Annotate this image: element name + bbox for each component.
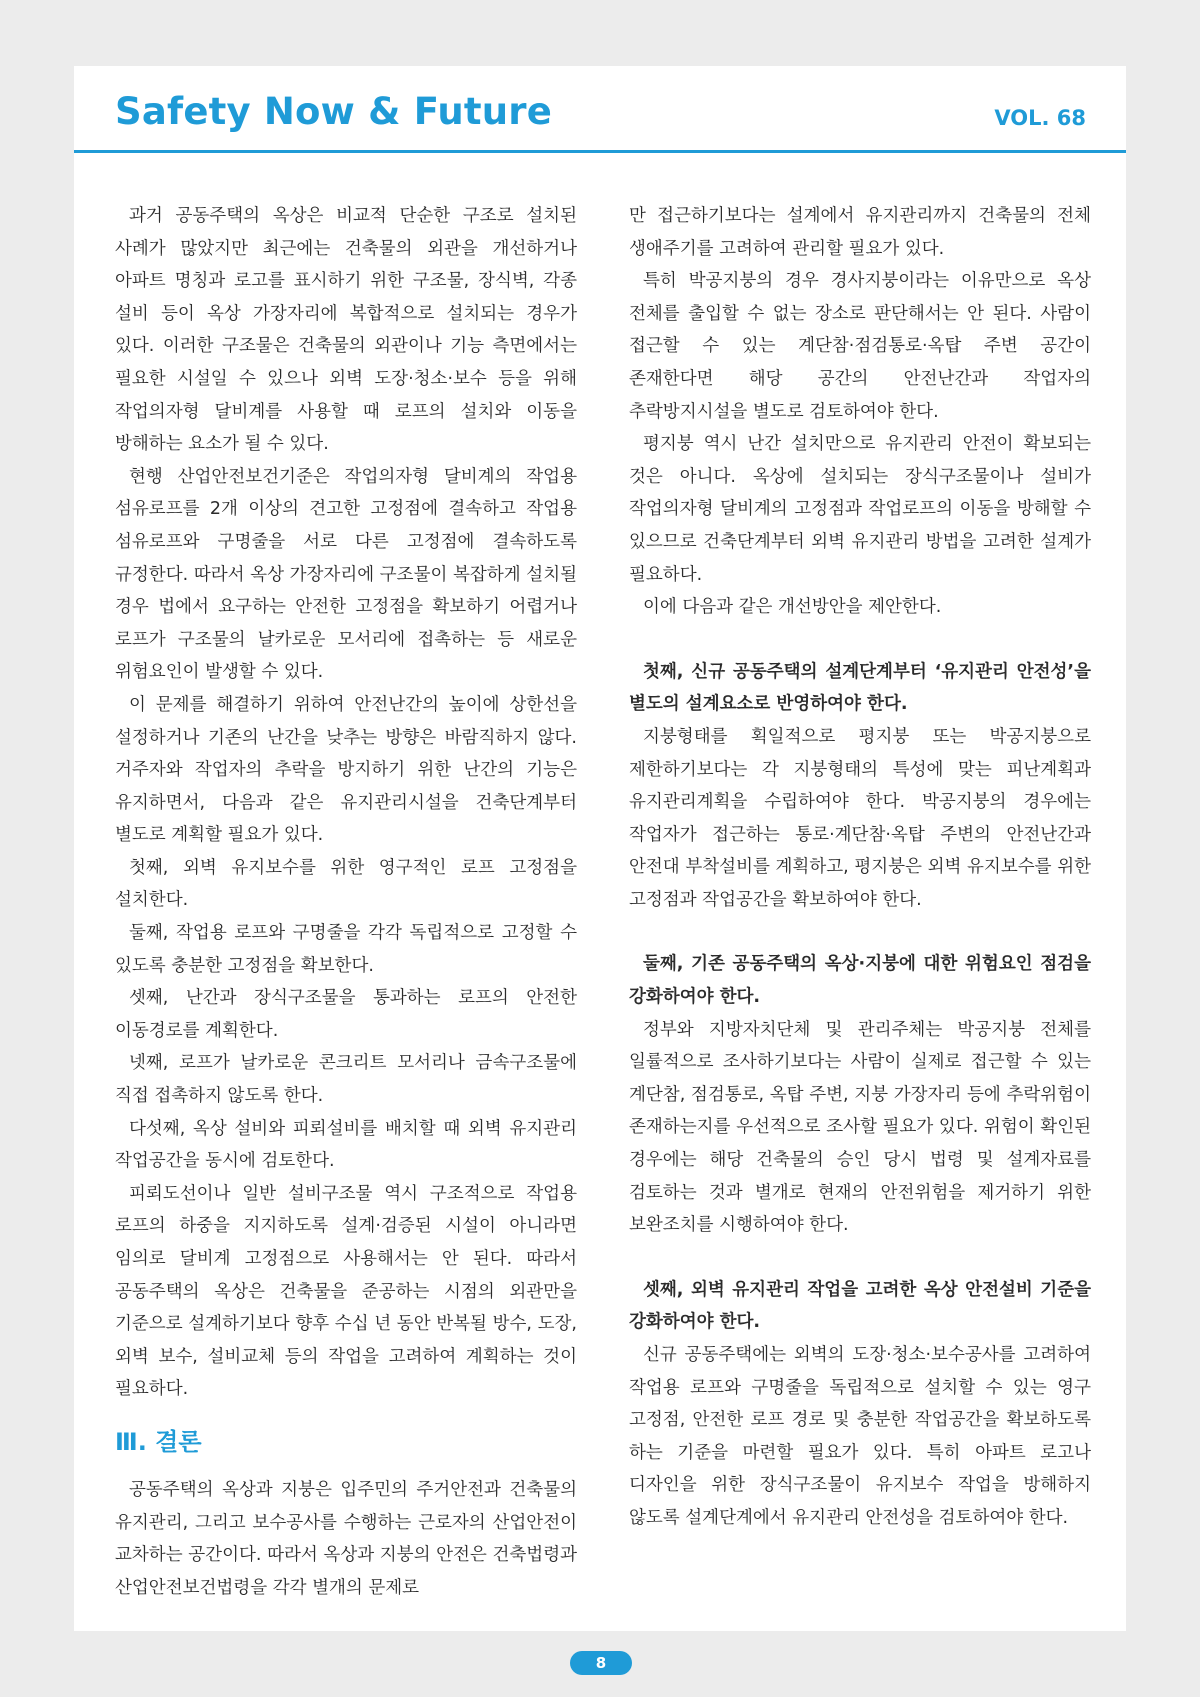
body-paragraph: 피뢰도선이나 일반 설비구조물 역시 구조적으로 작업용 로프의 하중을 지지하도록 설계·검증된 시설이 아니라면 임의로 달비계 고정점으로 사용해서는 안 된다. 따라서 공동주택의 옥상은 건축물을 준공하는 시점의 외관만을 기준으로 설계하기보다 향후 수십 년 동안 반복될 방수, 도장, 외벽 보수, 설비교체 등의 작업을 고려하여 계획하는 것이 필요하다. <box>115 1183 577 1400</box>
header-divider <box>74 150 1126 153</box>
list-item: 첫째, 외벽 유지보수를 위한 영구적인 로프 고정점을 설치한다. <box>115 857 577 911</box>
body-paragraph: 특히 박공지붕의 경우 경사지붕이라는 이유만으로 옥상 전체를 출입할 수 없는 장소로 판단해서는 안 된다. 사람이 접근할 수 있는 계단참·점검통로·옥탑 주변 공간이 존재한다면 해당 공간의 안전난간과 작업자의 추락방지시설을 별도로 검토하여야 한다. <box>629 271 1091 422</box>
volume-label: VOL. 68 <box>994 106 1086 130</box>
magazine-title: Safety Now & Future <box>115 90 553 133</box>
list-item: 둘째, 작업용 로프와 구명줄을 각각 독립적으로 고정할 수 있도록 충분한 고정점을 확보한다. <box>115 923 577 976</box>
body-paragraph: 이 문제를 해결하기 위하여 안전난간의 높이에 상한선을 설정하거나 기존의 난간을 낮추는 방향은 바람직하지 않다. 거주자와 작업자의 추락을 방지하기 위한 난간의 기능은 유지하면서, 다음과 같은 유지관리시설을 건축단계부터 별도로 계획할 필요가 있다. <box>115 694 577 846</box>
body-paragraph: 현행 산업안전보건기준은 작업의자형 달비계의 작업용 섬유로프를 2개 이상의 견고한 고정점에 결속하고 작업용 섬유로프와 구명줄을 서로 다른 고정점에 결속하도록 규정한다. 따라서 옥상 가장자리에 구조물이 복잡하게 설치될 경우 법에서 요구하는 안전한 고정점을 확보하기 어렵거나 로프가 구조물의 날카로운 모서리에 접촉하는 등 새로운 위험요인이 발생할 수 있다. <box>115 466 577 683</box>
left-column <box>115 200 577 1604</box>
section-heading: Ⅲ. 결론 <box>115 1427 202 1456</box>
proposal-heading: 셋째, 외벽 유지관리 작업을 고려한 옥상 안전설비 기준을 강화하여야 한다. <box>629 1279 1091 1333</box>
proposal-body: 신규 공동주택에는 외벽의 도장·청소·보수공사를 고려하여 작업용 로프와 구명줄을 독립적으로 설치할 수 있는 영구 고정점, 안전한 로프 경로 및 충분한 작업공간을 확보하도록 하는 기준을 마련할 필요가 있다. 특히 아파트 로고나 디자인을 위한 장식구조물이 유지보수 작업을 방해하지 않도록 설계단계에서 유지관리 안전성을 검토하여야 한다. <box>629 1345 1091 1528</box>
list-item: 셋째, 난간과 장식구조물을 통과하는 로프의 안전한 이동경로를 계획한다. <box>115 988 577 1041</box>
page-number-badge: 8 <box>570 1651 632 1675</box>
body-paragraph: 평지붕 역시 난간 설치만으로 유지관리 안전이 확보되는 것은 아니다. 옥상에 설치되는 장식구조물이나 설비가 작업의자형 달비계의 고정점과 작업로프의 이동을 방해할 수 있으므로 건축단계부터 외벽 유지관리 방법을 고려한 설계가 필요하다. <box>629 434 1091 585</box>
conclusion-paragraph: 공동주택의 옥상과 지붕은 입주민의 주거안전과 건축물의 유지관리, 그리고 보수공사를 수행하는 근로자의 산업안전이 교차하는 공간이다. 따라서 옥상과 지붕의 안전은 건축법령과 산업안전보건법령을 각각 별개의 문제로 <box>115 1479 577 1598</box>
body-paragraph: 이에 다음과 같은 개선방안을 제안한다. <box>643 597 942 618</box>
body-paragraph: 만 접근하기보다는 설계에서 유지관리까지 건축물의 전체 생애주기를 고려하여 관리할 필요가 있다. <box>629 206 1091 259</box>
list-item: 다섯째, 옥상 설비와 피뢰설비를 배치할 때 외벽 유지관리 작업공간을 동시에 검토한다. <box>115 1118 577 1172</box>
right-column <box>629 200 1091 1535</box>
document-page <box>74 66 1126 1631</box>
proposal-body: 지붕형태를 획일적으로 평지붕 또는 박공지붕으로 제한하기보다는 각 지붕형태의 특성에 맞는 피난계획과 유지관리계획을 수립하여야 한다. 박공지붕의 경우에는 작업자가 접근하는 통로·계단참·옥탑 주변의 안전난간과 안전대 부착설비를 계획하고, 평지붕은 외벽 유지보수를 위한 고정점과 작업공간을 확보하여야 한다. <box>629 726 1091 910</box>
list-item: 넷째, 로프가 날카로운 콘크리트 모서리나 금속구조물에 직접 접촉하지 않도록 한다. <box>115 1053 577 1107</box>
page-header <box>74 66 1126 152</box>
body-paragraph: 과거 공동주택의 옥상은 비교적 단순한 구조로 설치된 사례가 많았지만 최근에는 건축물의 외관을 개선하거나 아파트 명칭과 로고를 표시하기 위한 구조물, 장식벽, 각종 설비 등이 옥상 가장자리에 복합적으로 설치되는 경우가 있다. 이러한 구조물은 건축물의 외관이나 기능 측면에서는 필요한 시설일 수 있으나 외벽 도장·청소·보수 등을 위해 작업의자형 달비계를 사용할 때 로프의 설치와 이동을 방해하는 요소가 될 수 있다. <box>115 206 577 455</box>
proposal-heading: 둘째, 기존 공동주택의 옥상·지붕에 대한 위험요인 점검을 강화하여야 한다. <box>629 954 1091 1008</box>
proposal-heading: 첫째, 신규 공동주택의 설계단계부터 ‘유지관리 안전성’을 별도의 설계요소로 반영하여야 한다. <box>629 661 1091 715</box>
proposal-body: 정부와 지방자치단체 및 관리주체는 박공지붕 전체를 일률적으로 조사하기보다는 사람이 실제로 접근할 수 있는 계단참, 점검통로, 옥탑 주변, 지붕 가장자리 등에 추락위험이 존재하는지를 우선적으로 조사할 필요가 있다. 위험이 확인된 경우에는 해당 건축물의 승인 당시 법령 및 설계자료를 검토하는 것과 별개로 현재의 안전위험을 제거하기 위한 보완조치를 시행하여야 한다. <box>629 1019 1091 1236</box>
